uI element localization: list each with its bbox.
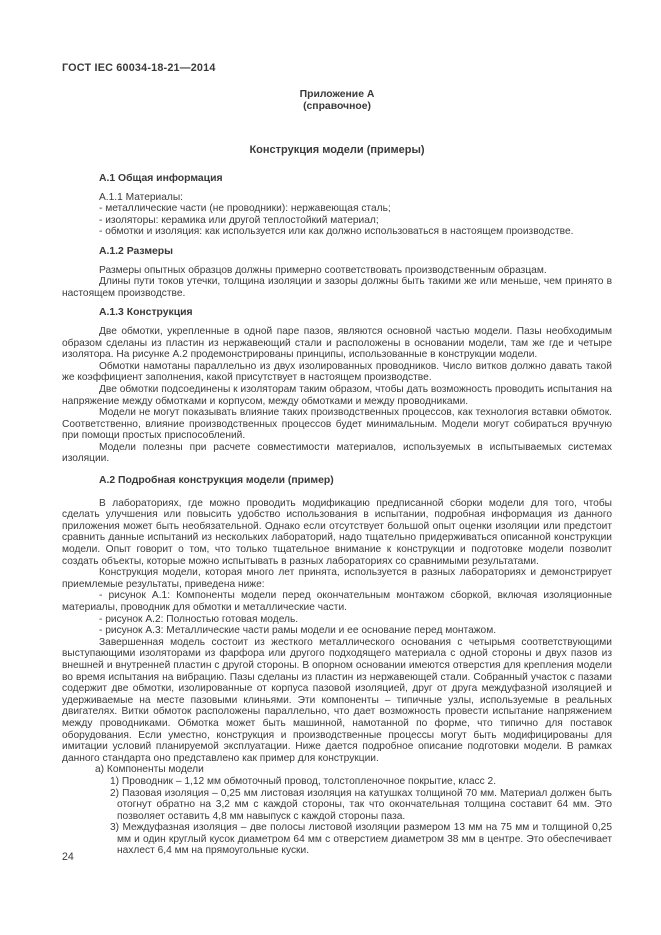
page-number: 24 <box>62 851 74 863</box>
subsection-heading-a11: А.1.1 Материалы: <box>99 191 183 203</box>
document-title: Конструкция модели (примеры) <box>249 144 425 156</box>
paragraph: В лабораториях, где можно проводить модификацию предписанной сборки модели для того, чтобы сделать улучшения или повысить удобство использования в испытании, подробная информация из данного приложения может быть необязательной. Однако если отсутствует большой опыт оценки изоляции или предстоит сравнить данные испытаний из нескольких лабораторий, надо тщательно придерживаться описанной конструкции модели. Опыт говорит о том, что только тщательное внимание к конструкции и подготовке модели позволит создать объекты, которые можно испытывать в разных лабораториях со сравнимыми результатами. <box>62 497 612 567</box>
paragraph: Модели не могут показывать влияние таких производственных процессов, как технология вставки обмоток. Соответственно, влияние производственных процессов будет минимальным. Модели могут собираться вручную при помощи простых приспособлений. <box>62 407 612 442</box>
annex-block <box>62 89 612 113</box>
component-list-item: 3) Междуфазная изоляция – две полосы листовой изоляции размером 13 мм на 75 мм и толщиной 0,25 мм и один круглый кусок диаметром 64 мм с отверстием диаметром 38 мм в центре. Это обеспечивает нахлест 6,4 мм на прямоугольные куски. <box>110 822 612 857</box>
materials-list-item: - изоляторы: керамика или другой теплостойкий материал; <box>99 214 379 226</box>
paragraph: Модели полезны при расчете совместимости материалов, используемых в испытываемых системах изоляции. <box>62 441 612 465</box>
component-list-item: 2) Пазовая изоляция – 0,25 мм листовая изоляция на катушках толщиной 70 мм. Материал должен быть отогнут обратно на 3,2 мм с каждой стороны, так что окончательная толщина составит 64 мм. Это позволяет оставить 4,8 мм навыпуск с каждой стороны паза. <box>110 787 612 822</box>
figure-reference: - рисунок А.1: Компоненты модели перед окончательным монтажом сборкой, включая изоляционные материалы, проводник для обмотки и металлические части. <box>62 590 612 613</box>
paragraph: Конструкция модели, которая много лет принята, используется в разных лабораториях и демонстрирует приемлемые результаты, приведена ниже: <box>62 567 612 590</box>
paragraph: Две обмотки подсоединены к изоляторам таким образом, чтобы дать возможность проводить испытания на напряжение между обмотками и корпусом, между обмотками и между проводниками. <box>62 383 612 407</box>
figure-reference: - рисунок А.2: Полностью готовая модель. <box>99 613 299 625</box>
section-heading-a1: А.1 Общая информация <box>99 173 223 184</box>
subsection-heading-a13: А.1.3 Конструкция <box>99 307 193 319</box>
paragraph: Обмотки намотаны параллельно из двух изолированных проводников. Число витков должно давать такой же коэффициент заполнения, какой присутствует в настоящем производстве. <box>62 360 612 384</box>
subsection-heading-a12: А.1.2 Размеры <box>99 245 174 257</box>
paragraph: Две обмотки, укрепленные в одной паре пазов, являются основной частью модели. Пазы необходимым образом сделаны из пластин из нержавеющий стали и расположены в основании модели, там же где и четыре изолятора. На рисунке А.2 продемонстрированы принципы, использованные в конструкции модели. <box>62 325 612 361</box>
paragraph: Размеры опытных образцов должны примерно соответствовать производственным образцам. <box>99 264 547 276</box>
component-list-item: 1) Проводник – 1,12 мм обмоточный провод, толстопленочное покрытие, класс 2. <box>110 775 497 787</box>
section-heading-a2: А.2 Подробная конструкция модели (пример) <box>99 475 334 487</box>
paragraph: Длины пути токов утечки, толщина изоляции и зазоры должны быть такими же или меньше, чем принято в настоящем производстве. <box>62 276 612 299</box>
document-header: ГОСТ IEC 60034-18-21—2014 <box>62 62 216 74</box>
annex-kind: (справочное) <box>303 101 371 112</box>
list-intro-components: а) Компоненты модели <box>95 764 204 776</box>
figure-reference: - рисунок А.3: Металлические части рамы модели и ее основание перед монтажом. <box>99 625 497 637</box>
paragraph: Завершенная модель состоит из жесткого металлического основания с четырьмя соответствующими выступающими изоляторами из фарфора или другого подходящего материала с одной стороны и двух пазов из внешней и внутренней пластин с другой стороны. В опорном основании имеются отверстия для крепления модели во время испытания на вибрацию. Пазы сделаны из пластин из нержавеющей стали. Собранный участок с пазами содержит две обмотки, изолированные от корпуса пазовой изоляцией, друг от друга междуфазной изоляцией и удерживаемые на месте пазовыми клиньями. Эти компоненты – типичные узлы, используемые в реальных двигателях. Витки обмоток расположены параллельно, что дает возможность провести испытание напряжением между проводниками. Обмотка может быть машинной, намотанной по форме, что типично для поставок оборудования. Если уместно, конструкция и производственные процессы могут быть модифицированы для имитации условий планируемой эксплуатации. Ниже дается подробное описание подготовки модели. В рамках данного стандарта оно представлено как пример для конструкции. <box>62 636 612 764</box>
materials-list-item: - металлические части (не проводники): нержавеющая сталь; <box>99 203 391 215</box>
materials-list-item: - обмотки и изоляция: как используется или как должно использоваться в настоящем производстве. <box>99 226 574 238</box>
annex-label: Приложение А <box>299 89 375 100</box>
